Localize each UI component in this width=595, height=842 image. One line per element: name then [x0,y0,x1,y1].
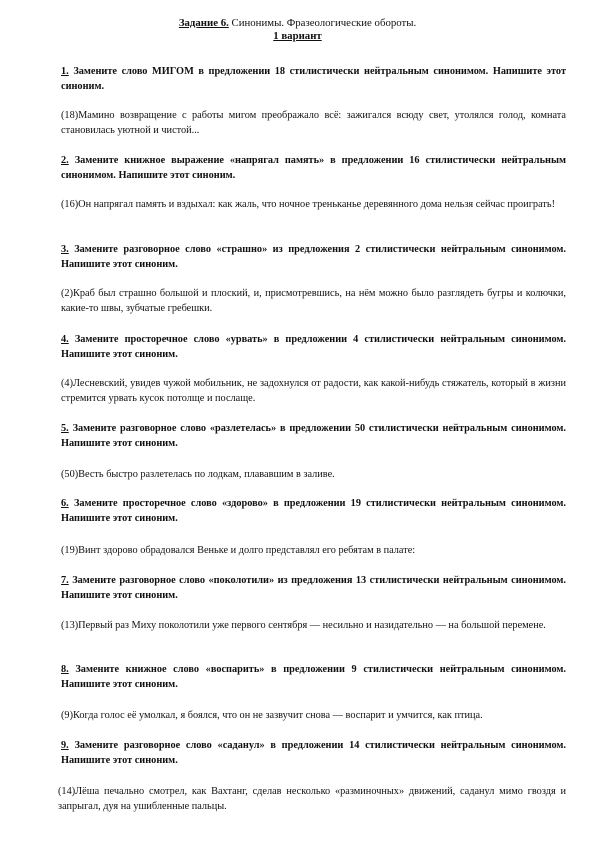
task-5: 5. Замените разговорное слово «разлетелась» в предложении 50 стилистически нейтральным синонимом. Напишите этот синоним. [61,423,567,449]
sentence-3: (2)Краб был страшно большой и плоский, и, присмотревшись, на нём можно было разглядеть бугры и колючки, какие-то швы, зубчатые гребешки. [61,288,566,314]
sentence-1: (18)Мамино возвращение с работы мигом преображало всё: зажигался всюду свет, утолялся голод, комната становилась уютной и чистой... [61,110,566,136]
sentence-2: (16)Он напрягал память и вздыхал: как жаль, что ночное треньканье деревянного дома нельзя сейчас проиграть! [61,199,555,210]
task-3: 3. Замените разговорное слово «страшно» из предложения 2 стилистически нейтральным синонимом. Напишите этот синоним. [61,244,566,270]
task-7: 7. Замените разговорное слово «поколотили» из предложения 13 стилистически нейтральным синонимом. Напишите этот синоним. [61,575,566,601]
task-4: 4. Замените просторечное слово «урвать» в предложении 4 стилистически нейтральным синонимом. Напишите этот синоним. [61,334,566,360]
task-label: Задание 6. [178,17,229,29]
sentence-6: (19)Винт здорово обрадовался Веньке и долго представлял его ребятам в палате: [61,545,416,556]
task-2: 2. Замените книжное выражение «напрягал память» в предложении 16 стилистически нейтральным синонимом. Напишите этот синоним. [61,155,567,181]
sentence-7: (13)Первый раз Миху поколотили уже первого сентября — несильно и назидательно — на большой перемене. [61,620,546,631]
page-title [0,16,595,30]
sentence-5: (50)Весть быстро разлетелась по лодкам, плававшим в заливе. [61,469,335,480]
sentence-8: (9)Когда голос её умолкал, я боялся, что он не зазвучит снова — воспарит и умчится, как птица. [61,710,483,721]
sentence-4: (4)Лесневский, увидев чужой мобильник, не задохнулся от радости, как какой-нибудь стяжатель, который в жизни стремится урвать кусок потолще и послаще. [61,378,566,404]
task-6: 6. Замените просторечное слово «здорово» в предложении 19 стилистически нейтральным синонимом. Напишите этот синоним. [61,498,566,524]
task-8: 8. Замените книжное слово «воспарить» в предложении 9 стилистически нейтральным синонимом. Напишите этот синоним. [61,664,566,690]
sentence-9: (14)Лёша печально смотрел, как Вахтанг, сделав несколько «разминочных» движений, саданул мимо гвоздя и запрыгал, дуя на ушибленные пальцы. [58,786,566,812]
task-9: 9. Замените разговорное слово «саданул» в предложении 14 стилистически нейтральным синонимом. Напишите этот синоним. [61,740,566,766]
title-text: Синонимы. Фразеологические обороты. [231,17,417,29]
task-1: 1. Замените слово МИГОМ в предложении 18 стилистически нейтральным синонимом. Напишите этот синоним. [61,66,567,92]
variant-label: 1 вариант [273,30,322,42]
